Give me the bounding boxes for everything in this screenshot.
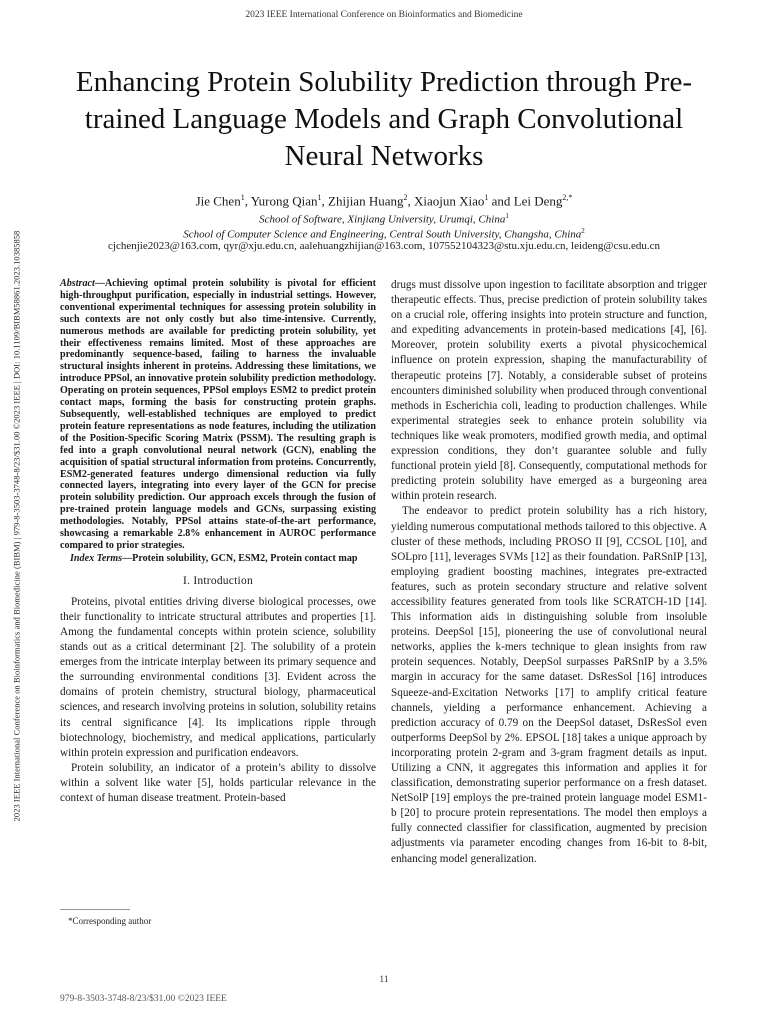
running-header: 2023 IEEE International Conference on Bioinformatics and Biomedicine [245,10,523,20]
author-name: Lei Deng [513,193,563,209]
page-number: 11 [379,975,389,985]
author-list [40,190,728,209]
author-separator: , [321,193,329,209]
footnote: *Corresponding author [68,916,152,926]
index-terms-text: —Protein solubility, GCN, ESM2, Protein contact map [122,552,358,564]
side-strip-text: 2023 IEEE International Conference on Bioinformatics and Biomedicine (BIBM) | 979-8-3503-3748-8/23/$31.00 ©2023 IEEE | DOI: 10.1109/BIBM58861.2023.10385858 [12,230,22,822]
copyright-notice: 979-8-3503-3748-8/23/$31.00 ©2023 IEEE [60,994,227,1004]
author-affiliation-mark: 2 [403,193,408,202]
section-heading: I. Introduction [183,574,253,587]
body-paragraph: drugs must dissolve upon ingestion to facilitate absorption and trigger therapeutic effects. Thus, precise prediction of protein solubility takes on a crucial role, offering insights into protein structure and function, and expediting advancements in protein-based medications [4], [6]. Moreover, protein solubility exerts a pivotal physicochemical influence on protein expression, shaping the manufacturability of therapeutic proteins [7]. Notably, a considerable subset of proteins encounters diminished solubility when produced through conventional methods in Escherichia coli, leading to production challenges. While experimental strategies seek to enhance protein solubility via techniques like weak promoters, modified growth media, and optimal expression conditions, they don’t guarantee soluble and fully functional protein yield [8]. Consequently, computational methods for predicting protein solubility have emerged as a burgeoning area within protein research. [391,279,707,503]
author-affiliation-mark: 1 [484,193,489,202]
abstract-lead: Abstract [60,278,95,289]
abstract-text: —Achieving optimal protein solubility is pivotal for efficient high-throughput purification, especially in industrial settings. However, conventional experimental techniques for assessing protein solubility in such contexts are not only costly but also time-intensive. Currently, numerous methods are available for predicting protein solubility, yet their effectiveness remains limited. Most of these approaches are predominantly sequence-based, failing to harness the invaluable structural insights inherent in proteins. Addressing these limitations, we introduce PPSol, an innovative protein solubility prediction methodology. Operating on protein sequences, PPSol employs ESM2 to predict protein contact maps, forming the basis for constructing protein graphs. Subsequently, well-established techniques are employed to predict protein feature representations as node features, including the utilization of the Position-Specific Scoring Matrix (PSSM). The resulting graph is fed into a graph convolutional neural network (GCN), enabling the acquisition of spatial structural information from proteins. Concurrently, ESM2-generated features undergo dimensional reduction via fully connected layers, integrating into every layer of the GCN for precise protein solubility prediction. Our approach excels through the fusion of pre-trained protein language models and GCNs, surpassing existing methodologies. Notably, PPSol attains state-of-the-art performance, showcasing a remarkable 2.8% enhancement in AUROC performance compared to prior strategies. [60,278,376,551]
body-paragraph: Proteins, pivotal entities driving diverse biological processes, owe their functionality to intricate structural attributes and properties [1]. Among the fundamental concepts within protein science, solubility stands out as a critical determinant [2]. The solubility of a protein emerges from the intricate interplay between its primary sequence and the surrounding environmental conditions [3]. Evident across the domains of protein chemistry, structural biology, pharmaceutical sciences, and research involving proteins in solution, solubility retains its central significance [4]. Its implications ripple through biotechnology, biochemistry, and medical applications, particularly within protein expression and purification endeavors. [60,595,376,759]
author-name: Jie Chen [195,193,241,209]
author-name: Zhijian Huang [328,193,404,209]
author-name: Xiaojun Xiao [414,193,485,209]
author-affiliation-mark: 1 [240,193,245,202]
affiliation-mark: 2 [581,227,585,235]
left-column [60,278,376,806]
footnote-rule [60,909,130,910]
side-strip [11,158,23,894]
affiliation-mark: 1 [505,212,509,220]
author-separator: , [407,193,414,209]
index-terms [60,553,376,565]
body-paragraph: The endeavor to predict protein solubility has a rich history, yielding numerous computational methods tailored to this objective. A cluster of these methods, including PROSO II [9], CCSOL [10], and SOLpro [11], leverages SVMs [12] as their foundation. PaRSnIP [13], employing gradient boosting machines, integrates pre-extracted features, such as protein secondary structure and relative solvent accessibility features generated from tools like SCRATCH-1D [14]. This information aids in distinguishing soluble from insoluble proteins. DeepSol [15], pioneering the use of convolutional neural networks, applies the k-mers technique to glean insights from raw protein sequences. Notably, DeepSol surpasses PaRSnIP by a 3.5% margin in accuracy for the same dataset. DsResSol [16] introduces Squeeze-and-Excitation Networks [17] to amplify critical feature channels, yielding a performance enhancement. Achieving a prediction accuracy of 0.79 on the DeepSol dataset, DsResSol even outperforms DeepSol by 2%. EPSOL [18] takes a unique approach by incorporating protein 2-gram and 3-gram fragment details as input. Utilizing a CNN, it aggregates this information and applies it for classification, demonstrating superior performance on a fresh dataset. NetSolP [19] employs the pre-trained protein language model ESM1-b [20] to procure protein representations. The model then employs a fully connected classifier for classification, augmented by precision adjustments via parameter encoding changes from 16-bit to 8-bit, enhancing model generalization. [391,505,707,865]
affiliation-text: School of Computer Science and Engineering, Central South University, Changsha, China [183,228,582,241]
abstract [60,278,376,552]
author-affiliation-mark: 1 [317,193,322,202]
author-emails: cjchenjie2023@163.com, qyr@xju.edu.cn, aalehuangzhijian@163.com, 107552104323@stu.xju.edu.cn, leideng@csu.edu.cn [108,240,660,252]
body-paragraph: Protein solubility, an indicator of a protein’s ability to dissolve within a solvent like water [5], holds particular relevance in the context of human disease treatment. Protein-based [60,761,376,804]
author-separator: , [244,193,251,209]
author-affiliation-mark: 2,* [562,193,573,202]
affiliation-text: School of Software, Xinjiang University, Urumqi, China [259,213,506,226]
paper-title: Enhancing Protein Solubility Prediction through Pre-trained Language Models and Graph Convolutional Neural Networks [75,66,693,172]
index-terms-lead: Index Terms [70,552,123,564]
right-column [391,278,707,867]
author-name: Yurong Qian [250,193,318,209]
author-separator: and [488,193,514,209]
